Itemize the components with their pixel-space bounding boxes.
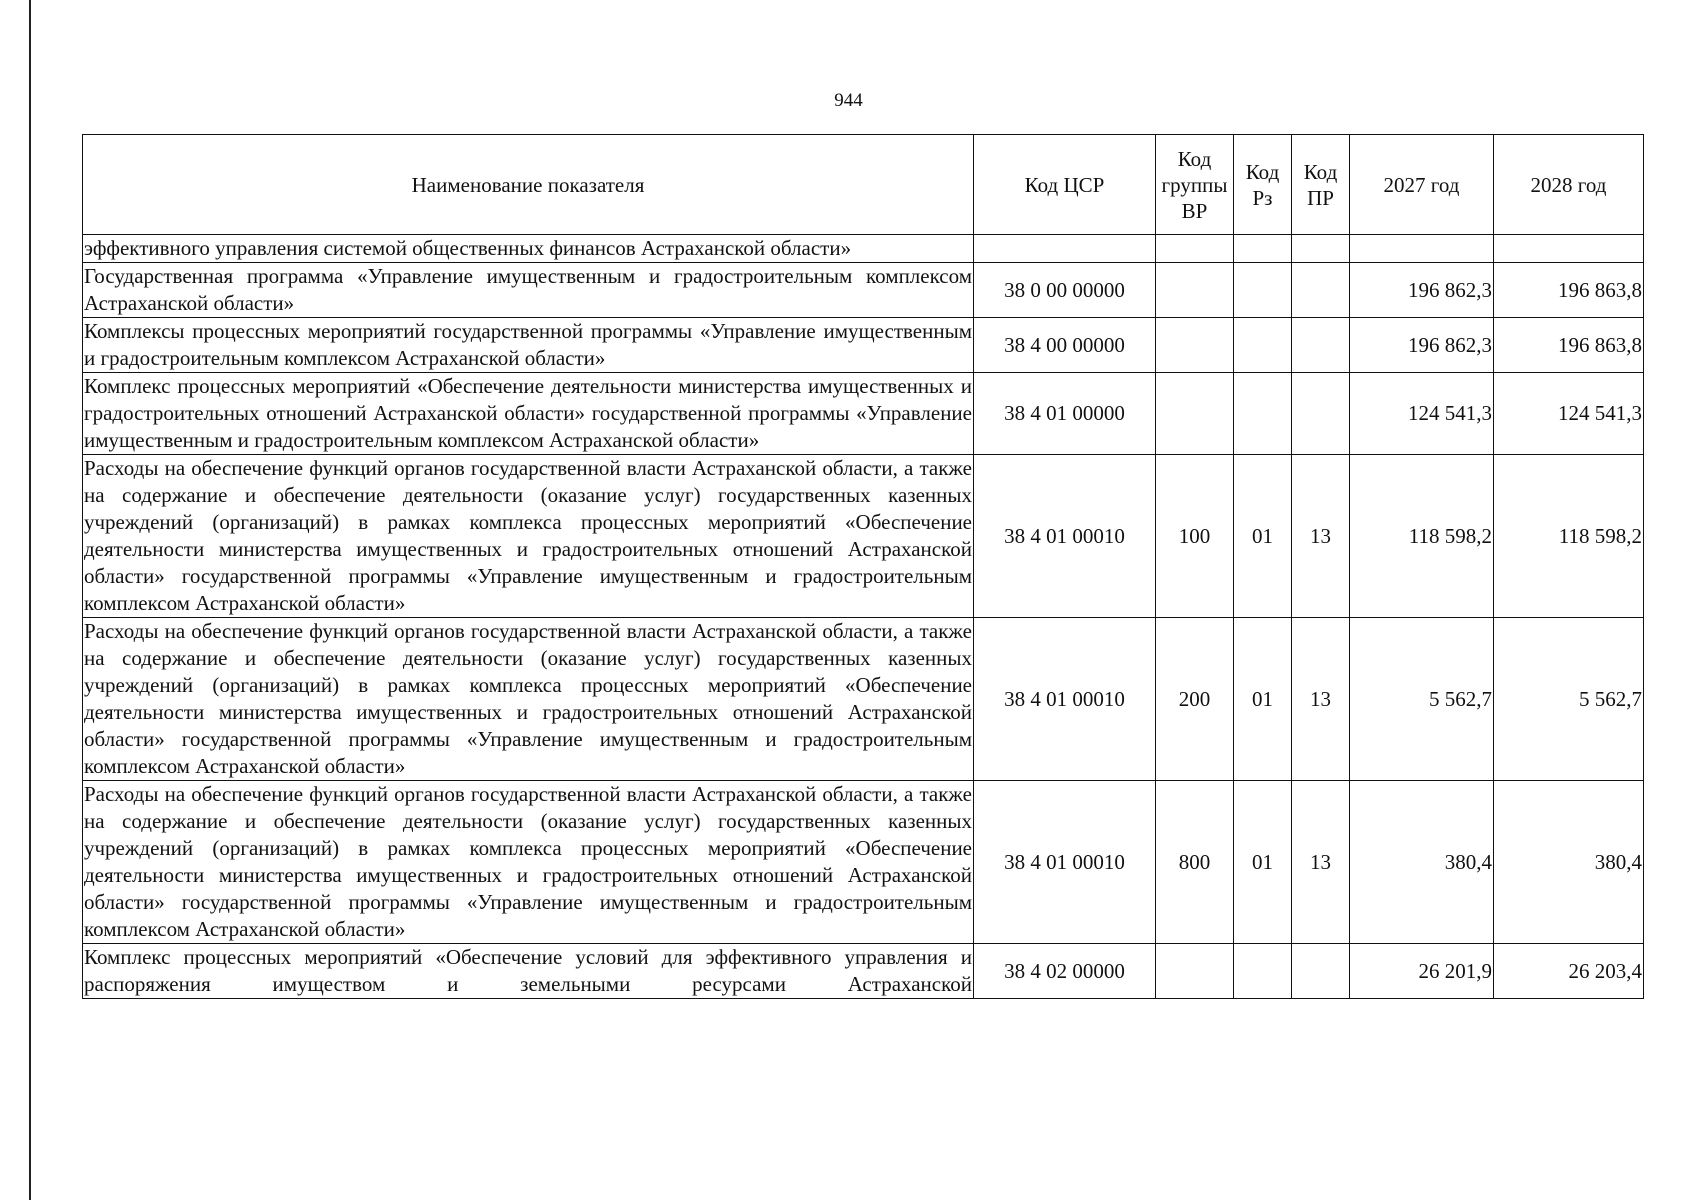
header-rz: Код Рз xyxy=(1234,135,1292,235)
table-row xyxy=(83,618,1644,781)
row-pr xyxy=(1292,263,1350,318)
row-csr xyxy=(974,235,1156,263)
row-2028: 118 598,2 xyxy=(1494,455,1644,618)
row-name: Расходы на обеспечение функций органов государственной власти Астраханской области, а также на содержание и обеспечение деятельности (оказание услуг) государственных казенных учреждений (организаций) в рамках комплекса процессных мероприятий «Обеспечение деятельности министерства имущественных и градостроительных отношений Астраханской области» государственной программы «Управление имущественным и градостроительным комплексом Астраханской области» xyxy=(83,618,974,781)
row-name: эффективного управления системой общественных финансов Астраханской области» xyxy=(83,235,974,263)
row-vr xyxy=(1156,318,1234,373)
row-2027: 196 862,3 xyxy=(1350,263,1494,318)
row-2028: 124 541,3 xyxy=(1494,373,1644,455)
row-2028: 5 562,7 xyxy=(1494,618,1644,781)
row-2027: 124 541,3 xyxy=(1350,373,1494,455)
row-name: Комплексы процессных мероприятий государственной программы «Управление имущественным и градостроительным комплексом Астраханской области» xyxy=(83,318,974,373)
row-rz: 01 xyxy=(1234,618,1292,781)
row-vr: 200 xyxy=(1156,618,1234,781)
header-pr: Код ПР xyxy=(1292,135,1350,235)
row-2027 xyxy=(1350,235,1494,263)
row-vr xyxy=(1156,944,1234,999)
row-rz xyxy=(1234,235,1292,263)
row-pr: 13 xyxy=(1292,618,1350,781)
row-pr xyxy=(1292,944,1350,999)
table-row xyxy=(83,235,1644,263)
row-vr xyxy=(1156,263,1234,318)
row-rz xyxy=(1234,263,1292,318)
row-name: Расходы на обеспечение функций органов государственной власти Астраханской области, а также на содержание и обеспечение деятельности (оказание услуг) государственных казенных учреждений (организаций) в рамках комплекса процессных мероприятий «Обеспечение деятельности министерства имущественных и градостроительных отношений Астраханской области» государственной программы «Управление имущественным и градостроительным комплексом Астраханской области» xyxy=(83,781,974,944)
row-2027: 5 562,7 xyxy=(1350,618,1494,781)
row-name: Комплекс процессных мероприятий «Обеспечение условий для эффективного управления и распоряжения имуществом и земельными ресурсами Астраханской xyxy=(83,944,974,999)
table-row xyxy=(83,318,1644,373)
row-csr: 38 4 01 00010 xyxy=(974,618,1156,781)
budget-table xyxy=(82,134,1644,999)
row-vr: 100 xyxy=(1156,455,1234,618)
row-csr: 38 4 01 00010 xyxy=(974,455,1156,618)
table-row xyxy=(83,373,1644,455)
row-vr: 800 xyxy=(1156,781,1234,944)
row-2027: 26 201,9 xyxy=(1350,944,1494,999)
row-2027: 380,4 xyxy=(1350,781,1494,944)
row-pr xyxy=(1292,318,1350,373)
row-csr: 38 4 01 00000 xyxy=(974,373,1156,455)
row-name: Комплекс процессных мероприятий «Обеспечение деятельности министерства имущественных и градостроительных отношений Астраханской области» государственной программы «Управление имущественным и градостроительным комплексом Астраханской области» xyxy=(83,373,974,455)
page-number: 944 xyxy=(834,90,863,111)
row-2028: 26 203,4 xyxy=(1494,944,1644,999)
table-row xyxy=(83,263,1644,318)
row-pr: 13 xyxy=(1292,455,1350,618)
row-pr xyxy=(1292,235,1350,263)
row-pr xyxy=(1292,373,1350,455)
header-vr: Код группы ВР xyxy=(1156,135,1234,235)
row-2028: 196 863,8 xyxy=(1494,318,1644,373)
row-2027: 118 598,2 xyxy=(1350,455,1494,618)
row-csr: 38 4 00 00000 xyxy=(974,318,1156,373)
row-csr: 38 4 02 00000 xyxy=(974,944,1156,999)
row-2028: 196 863,8 xyxy=(1494,263,1644,318)
row-vr xyxy=(1156,373,1234,455)
table-row xyxy=(83,781,1644,944)
row-pr: 13 xyxy=(1292,781,1350,944)
row-2028 xyxy=(1494,235,1644,263)
table-header-row xyxy=(83,135,1644,235)
header-2027: 2027 год xyxy=(1350,135,1494,235)
header-2028: 2028 год xyxy=(1494,135,1644,235)
header-csr: Код ЦСР xyxy=(974,135,1156,235)
row-name: Расходы на обеспечение функций органов государственной власти Астраханской области, а также на содержание и обеспечение деятельности (оказание услуг) государственных казенных учреждений (организаций) в рамках комплекса процессных мероприятий «Обеспечение деятельности министерства имущественных и градостроительных отношений Астраханской области» государственной программы «Управление имущественным и градостроительным комплексом Астраханской области» xyxy=(83,455,974,618)
row-csr: 38 4 01 00010 xyxy=(974,781,1156,944)
row-rz xyxy=(1234,944,1292,999)
row-2027: 196 862,3 xyxy=(1350,318,1494,373)
header-name: Наименование показателя xyxy=(83,135,974,235)
row-csr: 38 0 00 00000 xyxy=(974,263,1156,318)
row-2028: 380,4 xyxy=(1494,781,1644,944)
row-rz xyxy=(1234,318,1292,373)
table-row xyxy=(83,455,1644,618)
margin-rule xyxy=(29,0,31,1200)
row-vr xyxy=(1156,235,1234,263)
row-rz xyxy=(1234,373,1292,455)
table-row xyxy=(83,944,1644,999)
row-name: Государственная программа «Управление имущественным и градостроительным комплексом Астраханской области» xyxy=(83,263,974,318)
row-rz: 01 xyxy=(1234,781,1292,944)
row-rz: 01 xyxy=(1234,455,1292,618)
